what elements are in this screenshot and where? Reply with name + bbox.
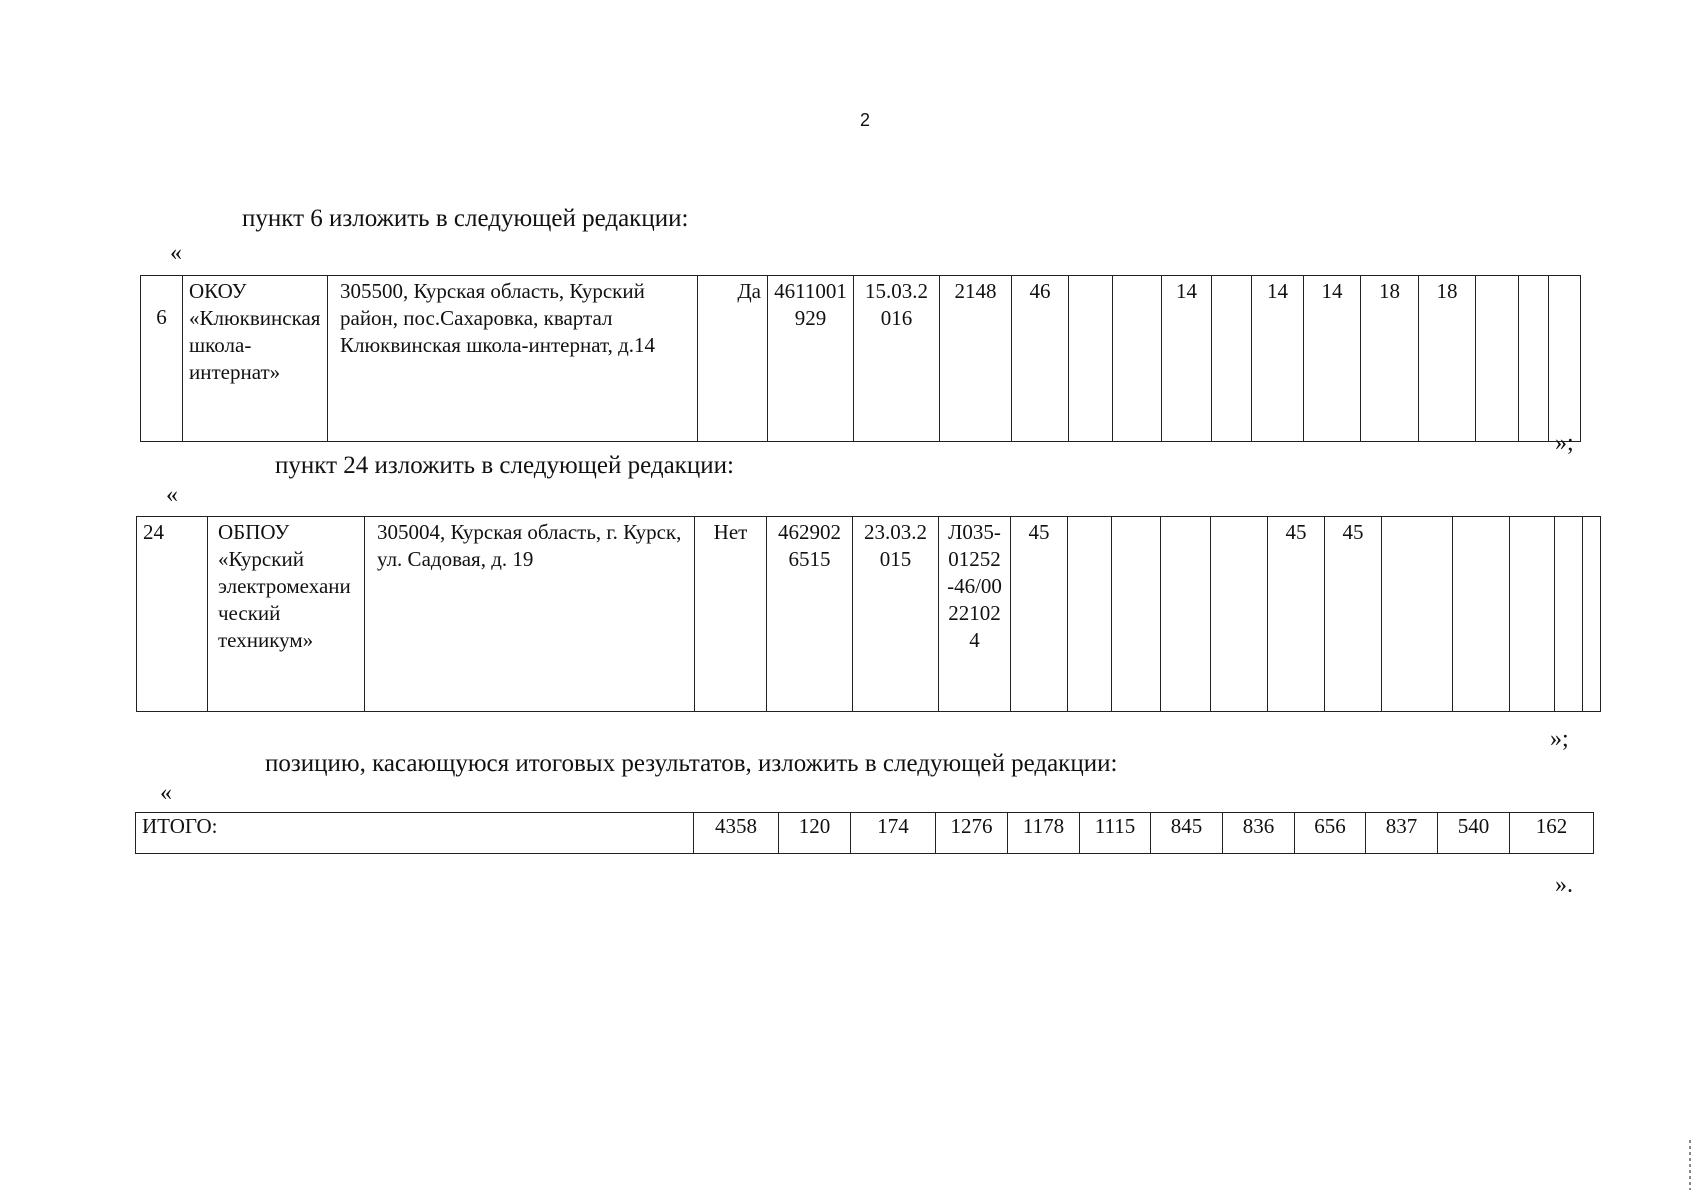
value-cell — [1113, 276, 1162, 442]
value-cell — [1519, 276, 1549, 442]
section1-open-quote: « — [170, 240, 182, 266]
section2-intro: пункт 24 изложить в следующей редакции: — [275, 452, 734, 479]
total-value: 4358 — [694, 813, 779, 854]
total-value: 120 — [779, 813, 851, 854]
value-cell: 18 — [1419, 276, 1476, 442]
value-cell: 14 — [1162, 276, 1212, 442]
value-cell: 45 — [1325, 517, 1382, 712]
totals-label: ИТОГО: — [136, 813, 694, 854]
section3-open-quote: « — [160, 780, 172, 806]
totals-table — [135, 812, 1594, 854]
total-value: 1115 — [1080, 813, 1151, 854]
institution-name: ОКОУ «Клюквинская школа-интернат» — [183, 276, 328, 442]
value-cell — [1476, 276, 1519, 442]
scan-edge-mark — [1689, 1140, 1691, 1190]
value-cell: 45 — [1268, 517, 1325, 712]
date-cell: 23.03.2015 — [853, 517, 939, 712]
total-cell: 45 — [1011, 517, 1068, 712]
section2-open-quote: « — [166, 482, 178, 508]
value-cell — [1069, 276, 1113, 442]
total-cell: 46 — [1012, 276, 1069, 442]
total-value: 836 — [1223, 813, 1295, 854]
license-cell: 2148 — [940, 276, 1012, 442]
institution-address: 305004, Курская область, г. Курск, ул. Садовая, д. 19 — [365, 517, 695, 712]
section3-close-quote: ». — [1555, 872, 1573, 898]
code-cell: 4611001929 — [768, 276, 854, 442]
section2-close-quote: »; — [1550, 726, 1569, 752]
value-cell — [1382, 517, 1453, 712]
row-number: 24 — [137, 517, 208, 712]
value-cell — [1583, 517, 1601, 712]
value-cell — [1211, 517, 1268, 712]
value-cell — [1555, 517, 1583, 712]
total-value: 1276 — [936, 813, 1008, 854]
total-value: 162 — [1510, 813, 1594, 854]
section1-intro: пункт 6 изложить в следующей редакции: — [242, 205, 689, 232]
section1-close-quote: »; — [1555, 430, 1574, 456]
item-24-table — [136, 516, 1601, 712]
item-6-table — [140, 275, 1581, 442]
total-value: 656 — [1295, 813, 1366, 854]
value-cell — [1510, 517, 1555, 712]
date-cell: 15.03.2016 — [854, 276, 940, 442]
value-cell — [1212, 276, 1252, 442]
table-row — [137, 517, 1601, 712]
table-row — [141, 276, 1581, 442]
value-cell — [1161, 517, 1211, 712]
page-number: 2 — [860, 110, 871, 130]
value-cell — [1453, 517, 1510, 712]
total-value: 837 — [1366, 813, 1438, 854]
value-cell: 14 — [1304, 276, 1361, 442]
total-value: 540 — [1438, 813, 1510, 854]
section3-intro: позицию, касающуюся итоговых результатов, изложить в следующей редакции: — [265, 750, 1118, 777]
code-cell: 4629026515 — [767, 517, 853, 712]
institution-name: ОБПОУ «Курский электромеханический техникум» — [208, 517, 365, 712]
value-cell: 18 — [1361, 276, 1419, 442]
total-value: 845 — [1151, 813, 1223, 854]
flag-cell: Нет — [695, 517, 767, 712]
license-cell: Л035-01252-46/00221024 — [939, 517, 1011, 712]
table-row — [136, 813, 1594, 854]
institution-address: 305500, Курская область, Курский район, пос.Сахаровка, квартал Клюквинская школа-интернат, д.14 — [328, 276, 698, 442]
total-value: 174 — [851, 813, 936, 854]
row-number: 6 — [141, 276, 183, 442]
value-cell — [1112, 517, 1161, 712]
value-cell: 14 — [1252, 276, 1304, 442]
flag-cell: Да — [698, 276, 768, 442]
total-value: 1178 — [1008, 813, 1080, 854]
value-cell — [1549, 276, 1581, 442]
value-cell — [1068, 517, 1112, 712]
